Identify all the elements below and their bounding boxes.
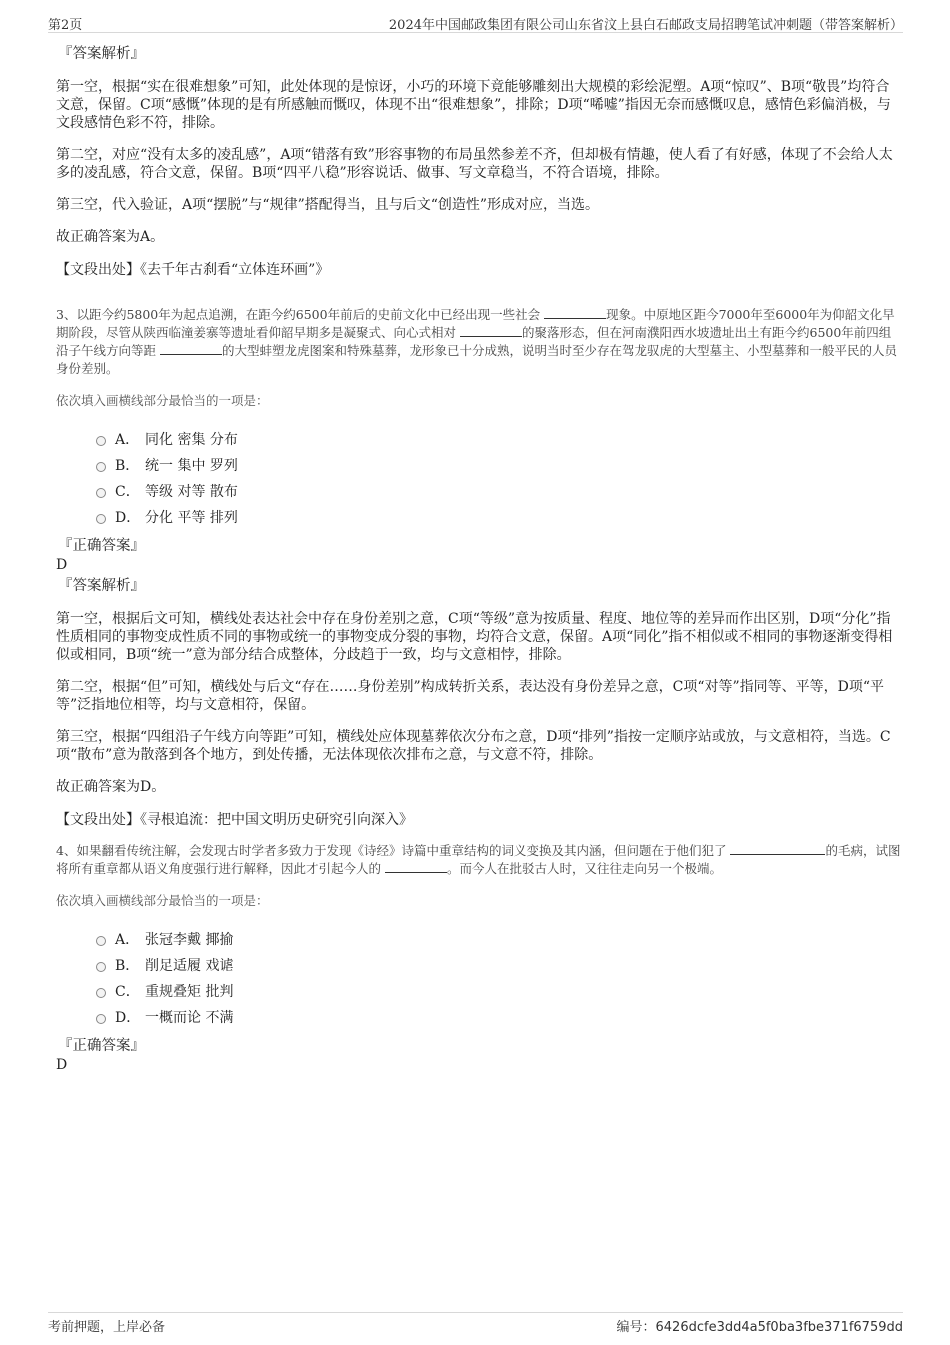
question-prompt: 依次填入画横线部分最恰当的一项是： (56, 393, 269, 408)
option-a[interactable]: A． 同化 密集 分布 (96, 426, 901, 452)
correct-answer-label: 『正确答案』 (58, 538, 145, 554)
option-list (96, 426, 901, 530)
analysis-paragraph: 第二空，对应“没有太多的凌乱感”，A项“错落有致”形容事物的布局虽然参差不齐，但却极有情趣，使人看了有好感，体现了不会给人太多的凌乱感，符合文意，保留。B项“四平八稳”形容说话、做事、写文章稳当，不符合语境，排除。 (56, 147, 893, 181)
radio-icon[interactable] (96, 1014, 106, 1024)
question-text: 4、如果翻看传统注解，会发现古时学者多致力于发现《诗经》诗篇中重章结构的词义变换及其内涵，但问题在于他们犯了 的毛病，试图将所有重章都从语义角度强行进行解释，因此才引起今人的 。而今人在批驳古人时，又往往走向另一个极端。 (56, 843, 901, 876)
q2-analysis (56, 44, 901, 280)
option-d[interactable]: D． 一概而论 不满 (96, 1004, 901, 1030)
correct-answer: D (56, 557, 68, 573)
footer-slogan: 考前押题，上岸必备 (48, 1320, 166, 1335)
radio-icon[interactable] (96, 514, 106, 524)
option-a[interactable]: A． 张冠李戴 揶揄 (96, 926, 901, 952)
fill-blank (460, 324, 522, 337)
option-list (96, 926, 901, 1030)
analysis-label: 『答案解析』 (58, 46, 145, 62)
analysis-paragraph: 第二空，根据“但”可知，横线处与后文“存在……身份差别”构成转折关系，表达没有身份差异之意，C项“对等”指同等、平等，D项“平等”泛指地位相等，均与文意相符，保留。 (56, 679, 885, 713)
document-title: 2024年中国邮政集团有限公司山东省汶上县白石邮政支局招聘笔试冲刺题（带答案解析） (388, 18, 903, 33)
correct-answer-label: 『正确答案』 (58, 1038, 145, 1054)
radio-icon[interactable] (96, 962, 106, 972)
document-code: 编号：6426dcfe3dd4a5f0ba3fbe371f6759dd (616, 1320, 903, 1335)
question-3 (56, 306, 901, 830)
page-header (48, 14, 903, 33)
option-b[interactable]: B． 统一 集中 罗列 (96, 452, 901, 478)
page-footer (48, 1312, 903, 1333)
radio-icon[interactable] (96, 988, 106, 998)
analysis-conclusion: 故正确答案为D。 (56, 779, 166, 795)
analysis-conclusion: 故正确答案为A。 (56, 229, 165, 245)
fill-blank (730, 842, 825, 855)
analysis-label: 『答案解析』 (58, 578, 145, 594)
option-d[interactable]: D． 分化 平等 排列 (96, 504, 901, 530)
fill-blank (385, 860, 447, 873)
fill-blank (544, 306, 606, 319)
radio-icon[interactable] (96, 436, 106, 446)
option-c[interactable]: C． 重规叠矩 批判 (96, 978, 901, 1004)
question-text: 3、以距今约5800年为起点追溯，在距今约6500年前后的史前文化中已经出现一些社会 现象。中原地区距今7000年至6000年为仰韶文化早期阶段，尽管从陕西临潼姜寨等遗址看仰韶早期多是凝聚式、向心式相对 的聚落形态，但在河南濮阳西水坡遗址出土有距今约6500年前四组沿子午线方向等距 的大型蚌塑龙虎图案和特殊墓葬，龙形象已十分成熟，说明当时至少存在驾龙驭虎的大型墓主、小型墓葬和一般平民的人员身份差别。 (56, 307, 897, 376)
analysis-paragraph: 第三空，代入验证，A项“摆脱”与“规律”搭配得当，且与后文“创造性”形成对应，当选。 (56, 197, 600, 213)
radio-icon[interactable] (96, 488, 106, 498)
question-prompt: 依次填入画横线部分最恰当的一项是： (56, 893, 269, 908)
correct-answer: D (56, 1057, 68, 1073)
passage-source: 【文段出处】《寻根追流：把中国文明历史研究引向深入》 (56, 812, 413, 828)
analysis-paragraph: 第三空，根据“四组沿子午线方向等距”可知，横线处应体现墓葬依次分布之意，D项“排列”指按一定顺序站或放，与文意相符，当选。C项“散布”意为散落到各个地方，到处传播，无法体现依次排布之意，与文意不符，排除。 (56, 729, 891, 763)
option-c[interactable]: C． 等级 对等 散布 (96, 478, 901, 504)
analysis-paragraph: 第一空，根据“实在很难想象”可知，此处体现的是惊讶，小巧的环境下竟能够雕刻出大规模的彩绘泥塑。A项“惊叹”、B项“敬畏”均符合文意，保留。C项“感慨”体现的是有所感触而慨叹，体现不出“很难想象”，排除；D项“唏嘘”指因无奈而感慨叹息，感情色彩偏消极，与文段感情色彩不符，排除。 (56, 79, 891, 131)
radio-icon[interactable] (96, 936, 106, 946)
question-4 (56, 842, 901, 1074)
option-b[interactable]: B． 削足适履 戏谑 (96, 952, 901, 978)
page-number: 第2页 (48, 18, 83, 33)
fill-blank (160, 342, 222, 355)
passage-source: 【文段出处】《去千年古刹看“立体连环画”》 (56, 262, 330, 278)
radio-icon[interactable] (96, 462, 106, 472)
analysis-paragraph: 第一空，根据后文可知，横线处表达社会中存在身份差别之意，C项“等级”意为按质量、程度、地位等的差异而作出区别，D项“分化”指性质相同的事物变成性质不同的事物或统一的事物变成分裂的事物，均符合文意，保留。A项“同化”指不相似或不相同的事物逐渐变得相似或相同，B项“统一”意为部分结合成整体，分歧趋于一致，均与文意相悖，排除。 (56, 611, 893, 663)
page-content (56, 44, 901, 1074)
